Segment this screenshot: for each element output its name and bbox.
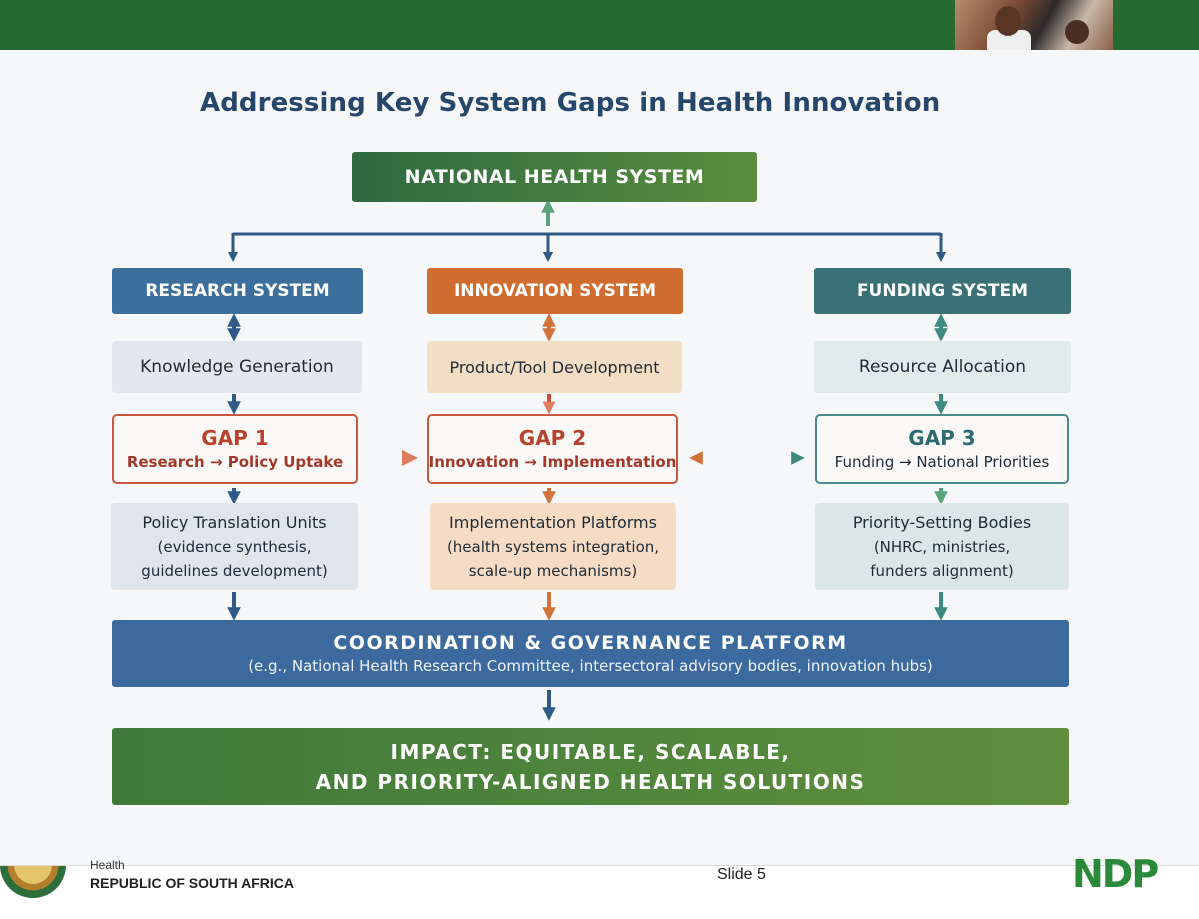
implementation-platforms-detail-2: scale-up mechanisms) <box>468 561 638 580</box>
gap1-subtitle: Research → Policy Uptake <box>126 453 344 471</box>
gap2-title: GAP 2 <box>518 426 587 450</box>
gap3-box <box>815 414 1069 484</box>
impact-box <box>112 728 1069 805</box>
priority-setting-bodies-detail-1: (NHRC, ministries, <box>873 537 1011 556</box>
resource-allocation-box: Resource Allocation <box>814 341 1071 393</box>
scrollbar[interactable] <box>1189 52 1199 862</box>
impact-line-1: IMPACT: EQUITABLE, SCALABLE, <box>390 739 791 764</box>
ndp-logo <box>1072 854 1176 894</box>
national-health-system-box: NATIONAL HEALTH SYSTEM <box>352 152 757 202</box>
product-tool-development-box: Product/Tool Development <box>427 341 682 393</box>
knowledge-generation-box: Knowledge Generation <box>112 341 362 393</box>
implementation-platforms-title: Implementation Platforms <box>449 512 657 532</box>
research-system-box: RESEARCH SYSTEM <box>112 268 363 314</box>
priority-setting-bodies-box <box>815 503 1069 590</box>
country-label: REPUBLIC OF SOUTH AFRICA <box>90 875 295 891</box>
coordination-subtitle: (e.g., National Health Research Committee, intersectoral advisory bodies, innovation hubs) <box>248 656 933 675</box>
coat-of-arms-logo <box>0 866 68 900</box>
coordination-title: COORDINATION & GOVERNANCE PLATFORM <box>333 631 848 654</box>
gap1-box <box>112 414 358 484</box>
priority-setting-bodies-title: Priority-Setting Bodies <box>852 512 1032 532</box>
policy-translation-units-detail-1: (evidence synthesis, <box>157 537 312 556</box>
ndp-logo-text: NDP <box>1072 854 1158 894</box>
policy-translation-units-title: Policy Translation Units <box>142 512 327 532</box>
policy-translation-units-detail-2: guidelines development) <box>141 561 328 580</box>
implementation-platforms-box <box>430 503 676 590</box>
gap3-subtitle: Funding → National Priorities <box>834 453 1050 471</box>
priority-setting-bodies-detail-2: funders alignment) <box>870 561 1014 580</box>
gap3-title: GAP 3 <box>908 426 976 450</box>
gap2-subtitle: Innovation → Implementation <box>428 453 677 471</box>
slide-number: Slide 5 <box>717 866 766 883</box>
slide-footer <box>0 854 1199 919</box>
funding-system-box: FUNDING SYSTEM <box>814 268 1071 314</box>
gap1-title: GAP 1 <box>201 426 269 450</box>
department-label: Health <box>90 858 125 872</box>
implementation-platforms-detail-1: (health systems integration, <box>446 537 660 556</box>
slide-title: Addressing Key System Gaps in Health Innovation <box>200 88 941 118</box>
innovation-system-box: INNOVATION SYSTEM <box>427 268 683 314</box>
gap2-box <box>427 414 678 484</box>
policy-translation-units-box <box>111 503 358 590</box>
coordination-governance-platform-box <box>112 620 1069 687</box>
impact-line-2: AND PRIORITY-ALIGNED HEALTH SOLUTIONS <box>315 769 866 794</box>
